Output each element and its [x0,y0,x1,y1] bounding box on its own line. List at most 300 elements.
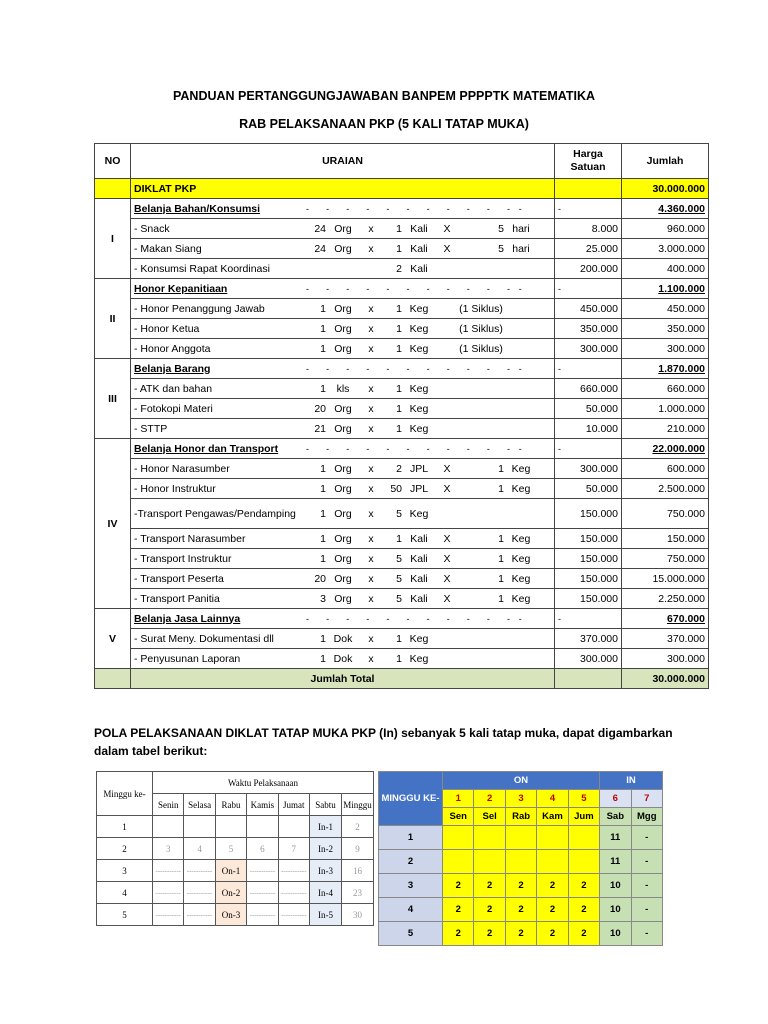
item-q1: 24 [314,222,326,235]
item-name: - Transport Peserta [134,572,224,585]
item-q2: 1 [396,422,402,435]
item-jumlah: 450.000 [622,299,709,319]
item-x: x [368,462,374,475]
pola-day-number: 1 [443,790,474,808]
item-jumlah: 300.000 [622,339,709,359]
item-name: -Transport Pengawas/Pendamping [134,507,296,520]
item-jumlah: 150.000 [622,529,709,549]
item-u2: Keg [409,402,429,415]
item-u2: Keg [409,382,429,395]
item-u1: Org [334,342,352,355]
item-x: x [368,222,374,235]
item-x: x [368,552,374,565]
pola-value: 2 [505,898,536,922]
waktu-header-row-1 [97,772,374,794]
item-row [95,379,709,399]
item-row [95,589,709,609]
item-jumlah: 300.000 [622,649,709,669]
waktu-date: 9 [341,838,373,860]
waktu-date: 3 [153,838,184,860]
waktu-strike: ----------- [153,860,184,882]
item-harga: 370.000 [555,629,622,649]
item-row [95,459,709,479]
pola-week: 3 [379,874,443,898]
item-u1: Org [334,552,352,565]
pola-value: 2 [505,922,536,946]
item-x: x [368,507,374,520]
waktu-week: 4 [97,882,153,904]
section-dashes: - - - - - - - - - - - - [306,203,522,214]
section-dashes: - - - - - - - - - - - - [306,283,522,294]
item-row [95,339,709,359]
item-u1: Org [334,572,352,585]
item-q3: 1 [498,552,504,565]
item-row [95,299,709,319]
pola-paragraph: POLA PELAKSANAAN DIKLAT TATAP MUKA PKP (In) sebanyak 5 kali tatap muka, dapat digambarkan dalam tabel berikut: [94,726,673,758]
pola-value [474,826,505,850]
waktu-online-session: On-1 [215,860,246,882]
item-q1: 1 [320,552,326,565]
item-u2: Kali [410,532,428,545]
section-row [95,439,709,459]
waktu-row [97,904,374,926]
waktu-day-header: Minggu [341,794,373,816]
pola-value: 2 [443,874,474,898]
item-name: - STTP [134,422,168,435]
item-harga: 450.000 [555,299,622,319]
pola-value: - [631,874,662,898]
pola-day-number: 3 [505,790,536,808]
header-uraian: URAIAN [131,144,555,179]
item-description [131,479,555,499]
diklat-harga [555,179,622,199]
item-q1: 1 [320,382,326,395]
waktu-date: 7 [278,838,309,860]
item-u2: JPL [409,482,429,495]
waktu-day-header: Kamis [247,794,278,816]
item-q1: 1 [320,462,326,475]
item-name: - Konsumsi Rapat Koordinasi [134,262,270,275]
waktu-date [153,816,184,838]
pola-value [537,850,568,874]
waktu-week: 2 [97,838,153,860]
item-u1: Org [334,222,352,235]
total-harga [555,669,622,689]
item-u3: Keg [511,462,531,475]
item-q2: 50 [390,482,402,495]
pola-value: - [631,922,662,946]
pola-value: 2 [568,898,599,922]
section-no: II [95,279,131,359]
item-u2: Keg [409,422,429,435]
item-description [131,549,555,569]
pola-table [378,771,663,946]
item-q2: 1 [396,302,402,315]
rab-title: RAB PELAKSANAAN PKP (5 KALI TATAP MUKA) [239,117,529,131]
waktu-week: 5 [97,904,153,926]
item-name: - Makan Siang [134,242,202,255]
item-u2: Kali [410,222,428,235]
section-total: 670.000 [622,609,709,629]
section-harga-dash: - [555,359,622,379]
item-u1: kls [336,382,350,395]
section-title-cell [131,199,555,219]
document-title: PANDUAN PERTANGGUNGJAWABAN BANPEM PPPPTK MATEMATIKA [173,89,595,103]
pola-value: 2 [443,922,474,946]
item-u3: Keg [511,572,531,585]
item-x2: X [443,552,451,565]
pola-value: 2 [474,898,505,922]
item-name: - Transport Panitia [134,592,220,605]
waktu-date [215,816,246,838]
item-q2: 5 [396,592,402,605]
item-x: x [368,402,374,415]
section-total: 22.000.000 [622,439,709,459]
waktu-strike: ----------- [278,860,309,882]
item-q2: 1 [396,532,402,545]
waktu-strike: ----------- [278,882,309,904]
item-description [131,649,555,669]
item-u3: hari [512,242,530,255]
item-jumlah: 750.000 [622,549,709,569]
waktu-day-header: Selasa [184,794,215,816]
item-u1: Org [334,322,352,335]
pola-value [443,826,474,850]
item-q2: 1 [396,402,402,415]
item-q1: 21 [314,422,326,435]
waktu-in-session: In-2 [309,838,341,860]
pola-value: 2 [443,898,474,922]
item-u2: Kali [410,592,428,605]
waktu-online-session: On-3 [215,904,246,926]
pola-day-number: 6 [600,790,631,808]
item-jumlah: 750.000 [622,499,709,529]
item-q1: 1 [320,652,326,665]
pola-week: 5 [379,922,443,946]
item-u3: Keg [511,592,531,605]
item-description [131,529,555,549]
waktu-minggu-date: 16 [341,860,373,882]
item-row [95,629,709,649]
item-name: - Transport Instruktur [134,552,232,565]
item-harga: 150.000 [555,499,622,529]
item-jumlah: 2.250.000 [622,589,709,609]
pola-day-number: 5 [568,790,599,808]
item-row [95,319,709,339]
item-jumlah: 960.000 [622,219,709,239]
pola-value: 2 [537,922,568,946]
item-row [95,219,709,239]
pola-day-number: 4 [537,790,568,808]
item-name: - Snack [134,222,170,235]
item-q3: (1 Siklus) [459,302,503,315]
item-q3: 5 [498,222,504,235]
item-q2: 1 [396,382,402,395]
section-row [95,609,709,629]
item-x: x [368,302,374,315]
header-no: NO [95,144,131,179]
item-name: - Penyusunan Laporan [134,652,241,665]
pola-day-number: 2 [474,790,505,808]
item-q3: 5 [498,242,504,255]
pola-value: 11 [600,850,631,874]
total-value: 30.000.000 [622,669,709,689]
section-dashes: - - - - - - - - - - - - [306,613,522,624]
section-no: I [95,199,131,279]
item-u2: Kali [410,552,428,565]
section-title-cell [131,279,555,299]
rab-header-row [95,144,709,179]
item-description [131,319,555,339]
waktu-date: 2 [341,816,373,838]
item-x: x [368,572,374,585]
item-x2: X [443,242,451,255]
item-name: - Honor Narasumber [134,462,230,475]
pola-week: 1 [379,826,443,850]
section-harga-dash: - [555,279,622,299]
diklat-no [95,179,131,199]
waktu-day-header: Senin [153,794,184,816]
item-q1: 1 [320,507,326,520]
item-row [95,399,709,419]
waktu-strike: ----------- [278,904,309,926]
item-harga: 200.000 [555,259,622,279]
pola-value [474,850,505,874]
section-title: Belanja Jasa Lainnya [134,612,241,625]
item-row [95,259,709,279]
total-row [95,669,709,689]
item-harga: 300.000 [555,459,622,479]
waktu-minggu-date: 30 [341,904,373,926]
item-u2: Keg [409,302,429,315]
item-name: - Honor Penanggung Jawab [134,302,265,315]
item-u3: Keg [511,552,531,565]
item-harga: 150.000 [555,549,622,569]
item-x2: X [443,532,451,545]
pola-day-name: Sab [600,808,631,826]
item-u2: JPL [409,462,429,475]
item-x: x [368,592,374,605]
item-u1: Org [334,482,352,495]
item-u1: Org [334,242,352,255]
waktu-pelaksanaan-table [96,771,374,926]
item-q2: 2 [396,262,402,275]
section-dashes: - - - - - - - - - - - - [306,363,522,374]
pola-value: 2 [537,874,568,898]
pola-value: 10 [600,922,631,946]
item-description [131,419,555,439]
pola-header-row-1 [379,772,663,790]
section-title: Belanja Honor dan Transport [134,442,279,455]
item-harga: 50.000 [555,399,622,419]
item-name: - Surat Meny. Dokumentasi dll [134,632,274,645]
item-x: x [368,322,374,335]
waktu-date [184,816,215,838]
item-harga: 8.000 [555,219,622,239]
item-q3: 1 [498,532,504,545]
item-x: x [368,342,374,355]
item-row [95,649,709,669]
item-q1: 20 [314,572,326,585]
item-q3: (1 Siklus) [459,322,503,335]
item-x: x [368,242,374,255]
waktu-date [278,816,309,838]
waktu-strike: ----------- [184,860,215,882]
item-description [131,589,555,609]
item-jumlah: 15.000.000 [622,569,709,589]
pola-value: - [631,898,662,922]
item-u1: Dok [333,652,353,665]
pola-value [443,850,474,874]
item-q1: 1 [320,482,326,495]
item-q3: 1 [498,462,504,475]
item-harga: 50.000 [555,479,622,499]
item-q1: 1 [320,532,326,545]
item-u1: Org [334,462,352,475]
item-row [95,239,709,259]
item-q1: 1 [320,632,326,645]
waktu-in-session: In-1 [309,816,341,838]
item-row [95,499,709,529]
section-title: Belanja Barang [134,362,211,375]
item-u2: Keg [409,652,429,665]
waktu-strike: ----------- [184,904,215,926]
pola-value: - [631,850,662,874]
pola-value: 2 [505,874,536,898]
diklat-label: DIKLAT PKP [131,179,555,199]
pola-value [568,826,599,850]
item-u2: Keg [409,632,429,645]
item-q2: 1 [396,222,402,235]
pola-value: 2 [537,898,568,922]
item-harga: 150.000 [555,529,622,549]
item-q3: 1 [498,482,504,495]
item-q2: 5 [396,507,402,520]
waktu-strike: ----------- [153,882,184,904]
item-name: - Honor Anggota [134,342,211,355]
waktu-online-session: On-2 [215,882,246,904]
item-harga: 25.000 [555,239,622,259]
section-dashes: - - - - - - - - - - - - [306,443,522,454]
item-row [95,419,709,439]
item-u3: Keg [511,482,531,495]
pola-value: 2 [568,874,599,898]
item-harga: 300.000 [555,649,622,669]
item-name: - ATK dan bahan [134,382,213,395]
item-jumlah: 210.000 [622,419,709,439]
section-no: IV [95,439,131,609]
pola-day-number: 7 [631,790,662,808]
section-harga-dash: - [555,609,622,629]
waktu-week: 3 [97,860,153,882]
item-harga: 350.000 [555,319,622,339]
pola-row [379,826,663,850]
waktu-date: 4 [184,838,215,860]
waktu-strike: ----------- [247,882,278,904]
pola-on-header: ON [443,772,600,790]
pola-day-name: Kam [537,808,568,826]
item-q1: 1 [320,302,326,315]
item-q3: 1 [498,592,504,605]
item-q1: 1 [320,322,326,335]
pola-day-name: Sel [474,808,505,826]
item-description [131,339,555,359]
section-harga-dash: - [555,439,622,459]
section-total: 1.870.000 [622,359,709,379]
item-q2: 5 [396,572,402,585]
item-x: x [368,652,374,665]
item-harga: 300.000 [555,339,622,359]
item-harga: 150.000 [555,589,622,609]
pola-value [505,826,536,850]
item-q2: 5 [396,552,402,565]
pola-row [379,874,663,898]
pola-minggu-header: MINGGU KE- [379,772,443,826]
item-name: - Fotokopi Materi [134,402,213,415]
item-row [95,549,709,569]
pola-value: 2 [474,922,505,946]
total-no [95,669,131,689]
waktu-strike: ----------- [247,904,278,926]
section-title-cell [131,609,555,629]
item-x: x [368,422,374,435]
diklat-total: 30.000.000 [622,179,709,199]
waktu-row [97,816,374,838]
item-row [95,529,709,549]
waktu-row [97,838,374,860]
item-x: x [368,382,374,395]
item-description [131,259,555,279]
section-row [95,279,709,299]
item-jumlah: 370.000 [622,629,709,649]
item-u2: Keg [409,342,429,355]
section-no: III [95,359,131,439]
waktu-day-header: Sabtu [309,794,341,816]
item-x2: X [443,462,451,475]
pola-day-name: Jum [568,808,599,826]
item-q1: 3 [320,592,326,605]
section-title: Belanja Bahan/Konsumsi [134,202,261,215]
section-total: 4.360.000 [622,199,709,219]
waktu-pelaksanaan-header: Waktu Pelaksanaan [153,772,374,794]
item-q2: 1 [396,342,402,355]
item-u1: Dok [333,632,353,645]
item-u1: Org [334,422,352,435]
pola-value: 2 [474,874,505,898]
item-jumlah: 2.500.000 [622,479,709,499]
waktu-day-header: Jumat [278,794,309,816]
item-harga: 150.000 [555,569,622,589]
pola-row [379,922,663,946]
item-description [131,299,555,319]
item-q2: 1 [396,322,402,335]
item-u2: Kali [410,572,428,585]
item-jumlah: 1.000.000 [622,399,709,419]
item-u1: Org [334,592,352,605]
item-u2: Kali [410,262,428,275]
waktu-in-session: In-5 [309,904,341,926]
item-u1: Org [334,402,352,415]
pola-week: 4 [379,898,443,922]
section-title-cell [131,359,555,379]
item-q2: 1 [396,632,402,645]
item-q2: 1 [396,652,402,665]
waktu-row [97,882,374,904]
pola-value: 10 [600,898,631,922]
item-x: x [368,482,374,495]
pola-week: 2 [379,850,443,874]
waktu-week: 1 [97,816,153,838]
